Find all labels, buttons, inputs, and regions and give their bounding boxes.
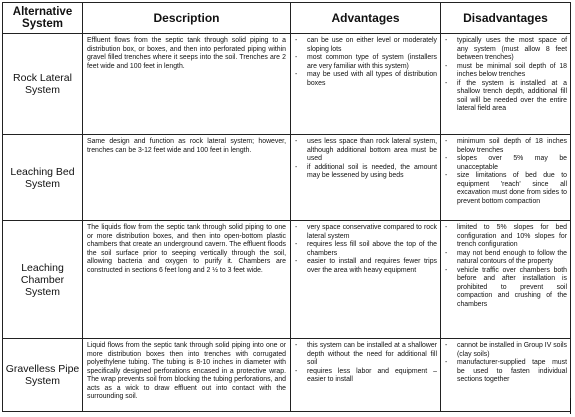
document-page xyxy=(2,2,570,414)
disadvantage-item: - limited to 5% slopes for bed configuration and 10% slopes for trench configuration xyxy=(444,224,567,250)
disadvantage-item: - may not bend enough to follow the natural contours of the property xyxy=(444,250,567,267)
description-cell: Effluent flows from the septic tank through solid piping to a distribution box, or boxes, and then into perforated piping within gravel filled trenches where it seeps into the soil. Trenches are 2 feet wide and 100 feet in length. xyxy=(83,34,291,135)
system-name-cell: Gravelless Pipe System xyxy=(3,339,83,412)
advantage-item: - most common type of system (installers are very familiar with this system) xyxy=(294,54,437,71)
disadvantages-cell xyxy=(441,34,571,135)
advantage-item: - easier to install and requires fewer trips over the area with heavy equipment xyxy=(294,258,437,275)
header-disadvantages: Disadvantages xyxy=(441,3,571,34)
system-name-cell: Leaching Chamber System xyxy=(3,221,83,339)
system-name-cell: Leaching Bed System xyxy=(3,135,83,221)
disadvantage-item: - if the system is installed at a shallow trench depth, additional fill soil will be needed over the entire lateral field area xyxy=(444,80,567,114)
description-cell: Liquid flows from the septic tank through solid piping into one or more distribution boxes then into trenches with corrugated polyethylene tubing. The tubing is 8-10 inches in diameter with specifically designed perforations encased in a protective wrap. The wrap prevents soil from blocking the tubing perforations, and acts as a wick to draw effluent out into contact with the surrounding soil. xyxy=(83,339,291,412)
disadvantage-item: - minimum soil depth of 18 inches below trenches xyxy=(444,138,567,155)
alternative-systems-table xyxy=(2,2,571,412)
system-name-cell: Rock Lateral System xyxy=(3,34,83,135)
disadvantage-item: - typically uses the most space of any system (must allow 8 feet between trenches) xyxy=(444,37,567,63)
advantages-cell xyxy=(291,135,441,221)
header-system: Alternative System xyxy=(3,3,83,34)
description-cell: Same design and function as rock lateral system; however, trenches can be 3-12 feet wide and 100 feet in length. xyxy=(83,135,291,221)
advantage-item: - very space conservative compared to rock lateral system xyxy=(294,224,437,241)
description-cell: The liquids flow from the septic tank through solid piping to one or more distribution boxes, and then into open-bottom plastic chambers that create an underground cavern. The effluent floods the soil surface prior to seeping vertically through the soil, allowing bacteria and oxygen to purify it. Chambers are constructed in sections 6 feet long and 2 ½ to 3 feet wide. xyxy=(83,221,291,339)
disadvantage-item: - must be minimal soil depth of 18 inches below trenches xyxy=(444,63,567,80)
advantage-item: - may be used with all types of distribution boxes xyxy=(294,71,437,88)
disadvantages-cell xyxy=(441,221,571,339)
advantages-cell xyxy=(291,221,441,339)
text-cursor xyxy=(570,398,571,414)
advantage-item: - uses less space than rock lateral system, although additional bottom area must be used xyxy=(294,138,437,164)
advantages-cell xyxy=(291,339,441,412)
header-advantages: Advantages xyxy=(291,3,441,34)
disadvantage-item: - size limitations of bed due to equipment 'reach' since all excavation must done from sides to prevent bottom compaction xyxy=(444,172,567,206)
disadvantage-item: - manufacturer-supplied tape must be used to fasten individual sections together xyxy=(444,359,567,385)
advantage-item: - can be use on either level or moderately sloping lots xyxy=(294,37,437,54)
advantage-item: - if additional soil is needed, the amount may be lessened by using beds xyxy=(294,164,437,181)
advantage-item: - this system can be installed at a shallower depth without the need for additional fill soil xyxy=(294,342,437,368)
disadvantage-item: - vehicle traffic over chambers both before and after installation is prohibited to prevent soil compaction and crushing of the chambers xyxy=(444,267,567,310)
advantages-cell xyxy=(291,34,441,135)
header-description: Description xyxy=(83,3,291,34)
disadvantages-cell xyxy=(441,339,571,412)
advantage-item: - requires less labor and equipment – easier to install xyxy=(294,368,437,385)
table-row xyxy=(3,34,571,135)
advantage-item: - requires less fill soil above the top of the chambers xyxy=(294,241,437,258)
table-row xyxy=(3,339,571,412)
disadvantage-item: - cannot be installed in Group IV soils (clay soils) xyxy=(444,342,567,359)
table-header-row xyxy=(3,3,571,34)
table-row xyxy=(3,135,571,221)
table-row xyxy=(3,221,571,339)
disadvantage-item: - slopes over 5% may be unacceptable xyxy=(444,155,567,172)
disadvantages-cell xyxy=(441,135,571,221)
